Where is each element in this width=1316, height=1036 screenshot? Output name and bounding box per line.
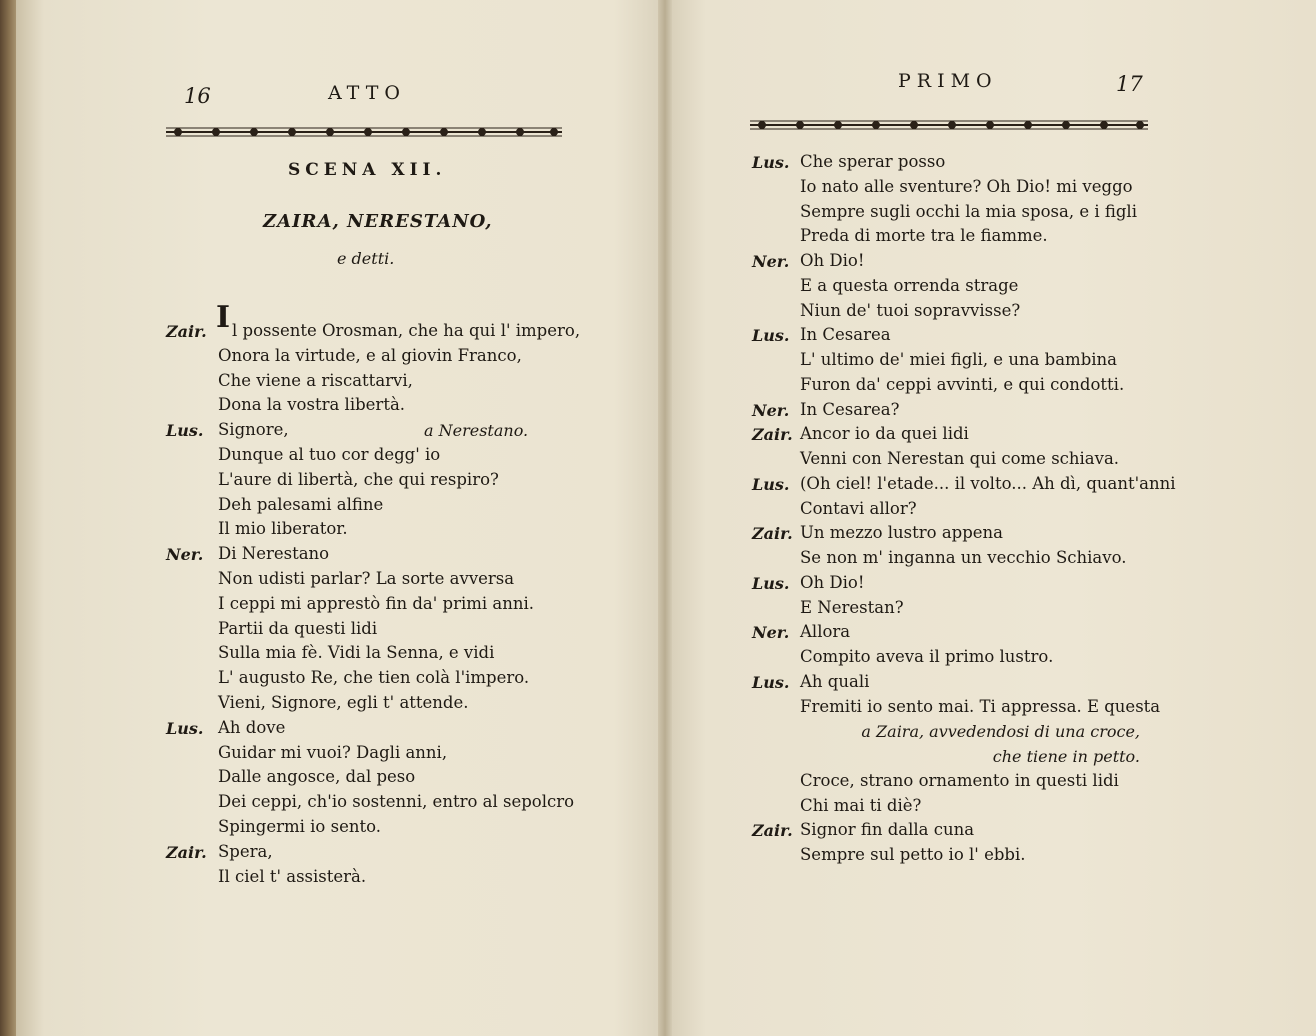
speaker-label: Zair. bbox=[752, 821, 793, 841]
book-gutter bbox=[658, 0, 672, 1036]
verse-line: Oh Dio! bbox=[800, 251, 865, 270]
speaker-label: Lus. bbox=[166, 421, 204, 441]
verse-line: Se non m' inganna un vecchio Schiavo. bbox=[800, 548, 1127, 567]
left-ornament-rule bbox=[166, 123, 562, 141]
right-running-head: PRIMO bbox=[898, 70, 998, 92]
verse-line: Un mezzo lustro appena bbox=[800, 523, 1004, 543]
verse-line: I ceppi mi apprestò fin da' primi anni. bbox=[218, 593, 535, 613]
verse-line: In Cesarea? bbox=[800, 399, 900, 419]
stage-direction: che tiene in petto. bbox=[992, 747, 1140, 766]
verse-line: Ah dove bbox=[218, 717, 286, 737]
verse-line: Oh Dio! bbox=[800, 572, 865, 592]
speaker-label: Ner. bbox=[752, 252, 790, 271]
speaker-label: Zair. bbox=[166, 322, 207, 341]
verse-line: Dei ceppi, ch'io sostenni, entro al sepolcro bbox=[218, 792, 575, 812]
verse-line: L' augusto Re, che tien colà l'impero. bbox=[218, 668, 530, 688]
verse-line: Niun de' tuoi sopravvisse? bbox=[800, 300, 1021, 320]
verse-line: Preda di morte tra le fiamme. bbox=[800, 226, 1048, 246]
verse-line: Vieni, Signore, egli t' attende. bbox=[218, 693, 469, 712]
scene-title: SCENA XII. bbox=[288, 160, 447, 180]
verse-line: Che sperar posso bbox=[800, 152, 946, 171]
speaker-label: Zair. bbox=[166, 842, 207, 862]
verse-line: (Oh ciel! l'etade... il volto... Ah dì, quant'anni bbox=[800, 473, 1176, 493]
verse-line: Che viene a riscattarvi, bbox=[218, 370, 413, 390]
verse-line: Sulla mia fè. Vidi la Senna, e vidi bbox=[218, 643, 495, 663]
verse-line: Sempre sugli occhi la mia sposa, e i figli bbox=[800, 201, 1137, 221]
verse-line: Compito aveva il primo lustro. bbox=[800, 647, 1054, 666]
speaker-label: Lus. bbox=[752, 326, 790, 346]
left-page-number: 16 bbox=[184, 84, 211, 108]
verse-line: Dalle angosce, dal peso bbox=[218, 767, 416, 787]
scene-characters: ZAIRA, NERESTANO, bbox=[263, 211, 493, 232]
verse-line: E Nerestan? bbox=[800, 597, 904, 617]
verse-line: Di Nerestano bbox=[218, 544, 330, 564]
verse-line-first: l possente Orosman, che ha qui l' impero, bbox=[232, 321, 581, 340]
speaker-label: Ner. bbox=[752, 623, 790, 643]
left-running-head: ATTO bbox=[328, 82, 406, 104]
speaker-label: Zair. bbox=[752, 524, 793, 544]
verse-line: E a questa orrenda strage bbox=[800, 275, 1019, 295]
stage-direction: a Nerestano. bbox=[424, 421, 529, 441]
verse-line: L' ultimo de' miei figli, e una bambina bbox=[800, 350, 1117, 369]
verse-line: Il ciel t' assisterà. bbox=[218, 866, 367, 886]
speaker-label: Lus. bbox=[752, 474, 790, 494]
verse-line: Fremiti io sento mai. Ti appressa. E questa bbox=[800, 696, 1161, 716]
verse-line: Furon da' ceppi avvinti, e qui condotti. bbox=[800, 374, 1125, 394]
verse-line: Croce, strano ornamento in questi lidi bbox=[800, 770, 1119, 790]
verse-line: Dunque al tuo cor degg' io bbox=[218, 445, 441, 464]
verse-line: Il mio liberator. bbox=[218, 519, 348, 539]
right-page-number: 17 bbox=[1116, 72, 1143, 96]
verse-line: Guidar mi vuoi? Dagli anni, bbox=[218, 742, 448, 762]
verse-line: In Cesarea bbox=[800, 325, 891, 345]
verse-line: Contavi allor? bbox=[800, 498, 917, 518]
stage-direction: a Zaira, avvedendosi di una croce, bbox=[861, 722, 1140, 742]
verse-line: Deh palesami alfine bbox=[218, 494, 384, 514]
speaker-label: Zair. bbox=[752, 425, 793, 445]
verse-line: Non udisti parlar? La sorte avversa bbox=[218, 569, 515, 588]
verse-line: Signore, bbox=[218, 420, 289, 440]
scene-characters-sub: e detti. bbox=[337, 249, 395, 268]
verse-line: Ancor io da quei lidi bbox=[800, 424, 969, 444]
verse-line: Onora la virtude, e al giovin Franco, bbox=[218, 345, 522, 365]
verse-line: Chi mai ti diè? bbox=[800, 795, 922, 815]
verse-line: Venni con Nerestan qui come schiava. bbox=[800, 449, 1120, 468]
verse-line: Spingermi io sento. bbox=[218, 817, 381, 836]
verse-line: Spera, bbox=[218, 841, 273, 861]
drop-cap: I bbox=[216, 300, 231, 335]
right-ornament-rule bbox=[750, 116, 1148, 134]
speaker-label: Ner. bbox=[752, 400, 790, 420]
speaker-label: Lus. bbox=[752, 573, 790, 593]
speaker-label: Lus. bbox=[166, 718, 204, 738]
verse-line: Dona la vostra libertà. bbox=[218, 395, 406, 415]
verse-line: Io nato alle sventure? Oh Dio! mi veggo bbox=[800, 176, 1133, 196]
speaker-label: Lus. bbox=[752, 672, 790, 692]
verse-line: Partii da questi lidi bbox=[218, 618, 378, 638]
verse-line: Ah quali bbox=[800, 671, 870, 691]
verse-line: L'aure di libertà, che qui respiro? bbox=[218, 469, 499, 489]
verse-line: Sempre sul petto io l' ebbi. bbox=[800, 845, 1026, 864]
book-edge bbox=[0, 0, 16, 1036]
speaker-label: Lus. bbox=[752, 153, 790, 172]
verse-line: Signor fin dalla cuna bbox=[800, 820, 975, 840]
speaker-label: Ner. bbox=[166, 545, 204, 565]
verse-line: Allora bbox=[800, 622, 851, 642]
